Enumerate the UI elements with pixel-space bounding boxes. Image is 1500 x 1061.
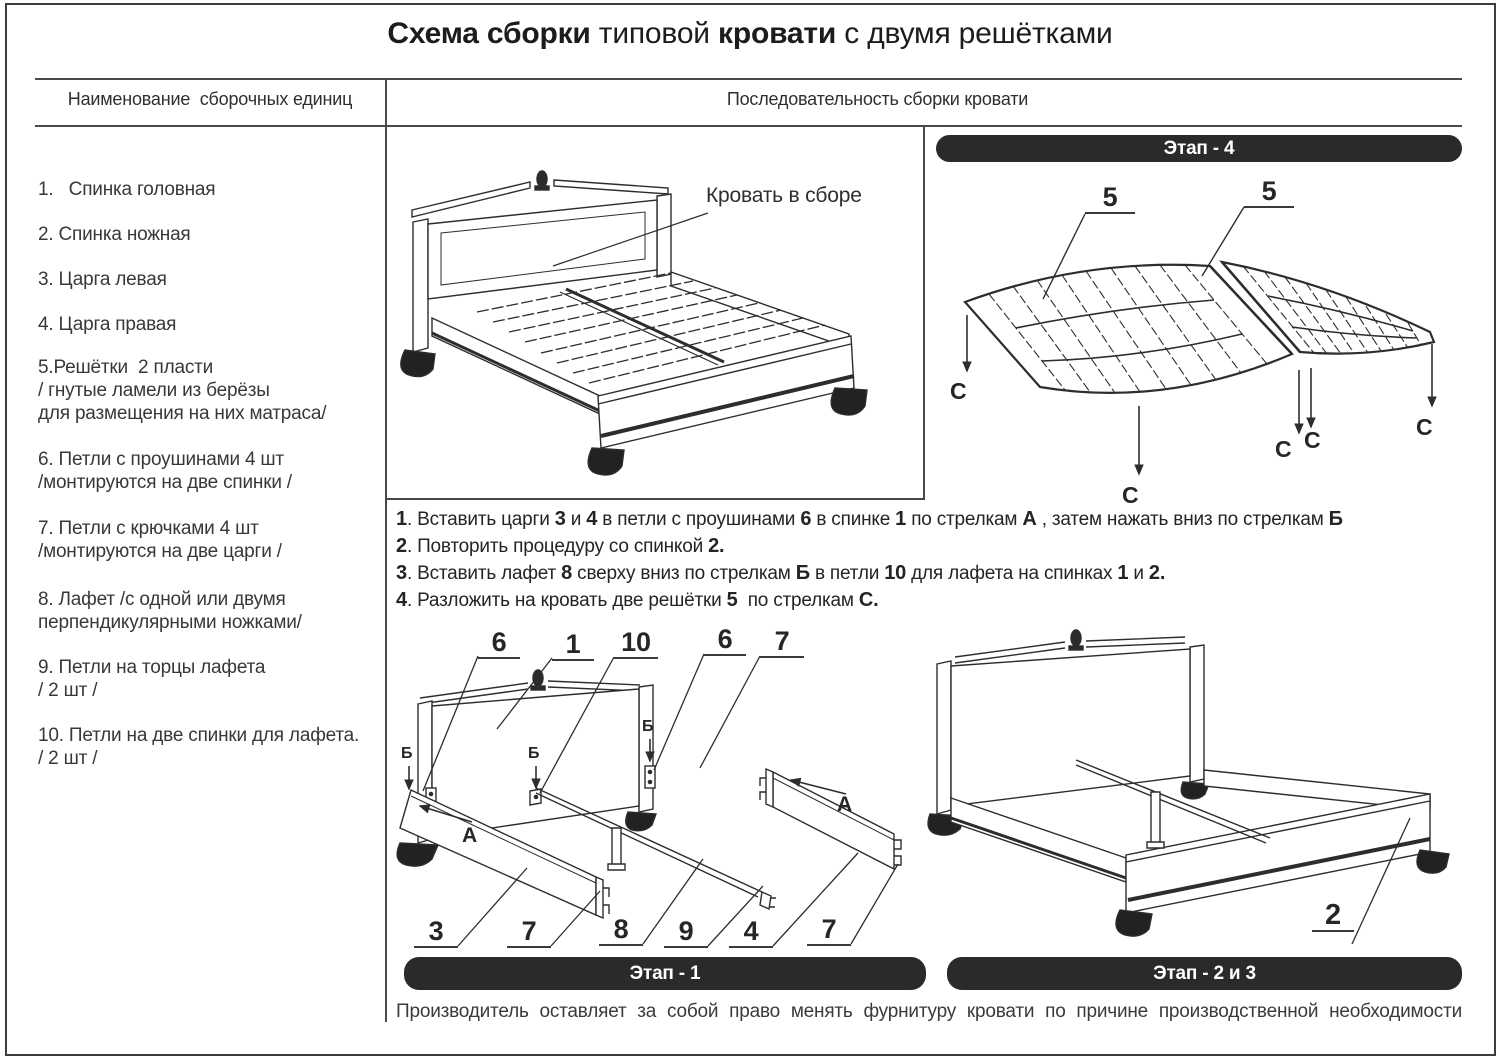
callout-7: 7: [807, 915, 851, 946]
part-line: /монтируются на две спинки /: [38, 472, 292, 493]
instruction-text-segment: . Разложить на кровать две решётки: [406, 590, 727, 611]
instruction-text-segment: и: [1128, 563, 1149, 584]
instruction-text-segment: 2.: [1148, 562, 1166, 584]
arrow-label-b: Б: [401, 745, 413, 762]
part-line: 8. Лафет /с одной или двумя: [38, 589, 286, 610]
part-line: / 2 шт /: [38, 680, 98, 701]
list-item: [38, 178, 383, 201]
instruction-text-segment: в петли: [809, 563, 885, 584]
part-line: 10. Петли на две спинки для лафета.: [38, 725, 360, 746]
callout-6: 6: [478, 628, 520, 659]
instruction-text-segment: Б: [1328, 508, 1343, 530]
instruction-text-segment: в петли с проушинами: [597, 509, 801, 530]
instruction-text-segment: С.: [858, 589, 879, 611]
part-line: 5.Решётки 2 пласти: [38, 357, 214, 378]
callout-2: 2: [1312, 901, 1354, 932]
part-line: /монтируются на две царги /: [38, 541, 282, 562]
instruction-text-segment: 5: [726, 589, 738, 611]
callout-7: 7: [507, 917, 551, 948]
instruction-text-segment: 1: [396, 508, 407, 530]
callout-7: 7: [760, 627, 804, 658]
instruction-text-segment: сверху вниз по стрелкам: [572, 563, 796, 584]
callout-9: 9: [664, 917, 708, 948]
instruction-text-segment: . Повторить процедуру со спинкой: [406, 536, 709, 557]
title-regular-1: типовой: [590, 17, 718, 50]
instruction-step: [396, 560, 1466, 587]
stage-4-pill: Этап - 4: [936, 135, 1462, 162]
instruction-text-segment: 4: [396, 589, 407, 611]
instruction-text-segment: 2: [396, 535, 407, 557]
title-regular-2: с двумя решётками: [836, 17, 1113, 50]
arrow-label-c: С: [1275, 436, 1292, 462]
part-line: 6. Петли с проушинами 4 шт: [38, 449, 284, 470]
instruction-text-segment: и: [565, 509, 587, 530]
instruction-text-segment: 4: [586, 508, 598, 530]
part-line: 1. Спинка головная: [38, 179, 216, 200]
list-item: [38, 656, 383, 702]
list-item: [38, 313, 383, 336]
grid-callout-5: 5: [1085, 183, 1135, 214]
arrow-label-a: А: [462, 824, 477, 847]
column-header-parts: Наименование сборочных единиц: [67, 89, 353, 109]
list-item: [38, 356, 383, 425]
arrow-label-b: Б: [528, 745, 540, 762]
part-line: 2. Спинка ножная: [38, 224, 191, 245]
list-item: [38, 448, 383, 494]
part-line: 3. Царга левая: [38, 269, 167, 290]
arrow-label-c: С: [1304, 427, 1321, 453]
instruction-step: [396, 533, 1466, 560]
callout-1: 1: [552, 630, 594, 661]
callout-4: 4: [729, 917, 773, 948]
instruction-text-segment: , затем нажать вниз по стрелкам: [1036, 509, 1329, 530]
arrow-label-c: С: [1416, 414, 1433, 440]
list-item: [38, 223, 383, 246]
instruction-text-segment: 10: [884, 562, 907, 584]
instruction-text-segment: 1: [895, 508, 907, 530]
manufacturer-note: Производитель оставляет за собой право менять фурнитуру кровати по причине производственной необходимости: [396, 1001, 1462, 1022]
part-line: для размещения на них матраса/: [38, 403, 327, 424]
instruction-text-segment: Б: [795, 562, 810, 584]
arrow-label-b: Б: [642, 718, 654, 735]
list-item: [38, 724, 383, 770]
assembled-bed-label: Кровать в сборе: [706, 184, 862, 207]
list-item: [38, 588, 383, 634]
list-item: [38, 268, 383, 291]
callout-3: 3: [414, 917, 458, 948]
stage-2-3-pill: Этап - 2 и 3: [947, 957, 1462, 990]
instruction-text-segment: А: [1022, 508, 1037, 530]
column-header-sequence: Последовательность сборки кровати: [726, 89, 1029, 109]
instruction-text-segment: по стрелкам: [906, 509, 1023, 530]
instruction-text-segment: 2.: [708, 535, 725, 557]
page-title: [0, 17, 1500, 51]
header-rule-top: [35, 78, 1462, 80]
part-line: 4. Царга правая: [38, 314, 177, 335]
stage-1-drawing: [383, 610, 930, 955]
stage-2-3-drawing: [930, 610, 1500, 955]
instruction-text-segment: 3: [396, 562, 407, 584]
part-line: 7. Петли с крючками 4 шт: [38, 518, 259, 539]
stage-4-drawing: [930, 160, 1500, 508]
arrow-label-c: С: [950, 378, 967, 404]
stage-1-pill: Этап - 1: [404, 957, 926, 990]
instruction-text-segment: по стрелкам: [737, 590, 859, 611]
instruction-text-segment: . Вставить лафет: [406, 563, 562, 584]
part-line: перпендикулярными ножками/: [38, 612, 302, 633]
part-line: 9. Петли на торцы лафета: [38, 657, 266, 678]
instruction-text-segment: 3: [554, 508, 566, 530]
list-item: [38, 517, 383, 563]
instruction-text-segment: 8: [561, 562, 573, 584]
instruction-text-segment: . Вставить царги: [406, 509, 555, 530]
instruction-text-segment: 6: [800, 508, 812, 530]
title-bold-1: Схема сборки: [387, 17, 591, 50]
part-line: / 2 шт /: [38, 748, 98, 769]
callout-8: 8: [599, 915, 643, 946]
callout-6: 6: [704, 625, 746, 656]
arrow-label-c: С: [1122, 482, 1139, 508]
assembled-bed-drawing: [385, 125, 925, 500]
title-bold-2: кровати: [718, 17, 837, 50]
instruction-text-segment: для лафета на спинках: [906, 563, 1118, 584]
callout-10: 10: [614, 628, 658, 659]
grid-callout-5: 5: [1244, 177, 1294, 208]
instruction-text-segment: в спинке: [811, 509, 896, 530]
instruction-text-segment: 1: [1117, 562, 1129, 584]
arrow-label-a: А: [837, 793, 852, 816]
instruction-step: [396, 506, 1466, 533]
part-line: / гнутые ламели из берёзы: [38, 380, 270, 401]
